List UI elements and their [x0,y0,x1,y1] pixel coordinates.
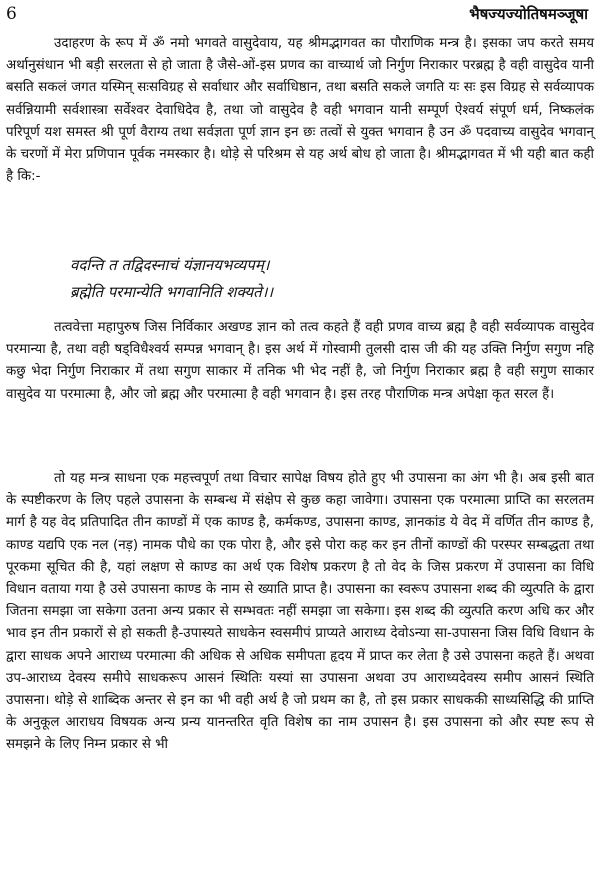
paragraph-3: तो यह मन्त्र साधना एक महत्त्वपूर्ण तथा विचार सापेक्ष विषय होते हुए भी उपासना का अंग भी है। अब इसी बात के स्पष्टीकरण के लिए पहले उपासना के सम्बन्ध में संक्षेप से कुछ कहा जावेगा। उपासना एक परमात्मा प्राप्ति का सरलतम मार्ग है यह वेद प्रतिपादित तीन काण्डों में एक काण्ड है, कर्मकण्ड, उपासना काण्ड, ज्ञानकांड ये वेद में वर्णित तीन काण्ड है, काण्ड यद्यपि एक नल (नड़) नामक पौधे का एक पोरा है, और इसे पोरा कह कर इन तीनों काण्डों की परस्पर सम्बद्धता तथा पूरकमा सूचित की है, यहां लक्षण से काण्ड का अर्थ एक विशेष प्रकरण है तो वेद के जिस प्रकरण में उपासना का विधि विधान वताया गया है उसे उपासना काण्ड के नाम से ख्याति प्राप्त है। उपासना का स्वरूप उपासना शब्द की व्युत्पति के द्वारा जितना समझा जा सकेगा उतना अन्य प्रकार से सम्भवतः नहीं समझा जा सकेगा। इस शब्द की व्युत्पति करण अधि कर और भाव इन तीन प्रकारों से हो सकती है-उपास्यते साधकेन स्वसमीपं प्राप्यते आराध्य देवोऽन्या सा-उपासना जिस विधि विधान के द्वारा साधक अपने आराध्य परमात्मा की अधिक से अधिक समीपता हृदय में प्राप्त कर लेता है उसे उपासना कहते हैं। अथवा उप-आराध्य देवस्य समीपे साधकरूप आसनं स्थितिः यस्यां सा उपासना अथवा उप आराध्यदेवस्य समीप आसनं स्थिति उपासना। थोड़े से शाब्दिक अन्तर से इन का भी वही अर्थ है जो प्रथम का है, तो इस प्रकार साधककी साध्यसिद्धि की प्राप्ति के अनुकूल आराधय विषयक अन्य प्रन्य यानन्तरित वृति विशेष का नाम उपासन है। इस उपासना को और स्पष्ट रूप से समझने के लिए निम्न प्रकार से भी [6,471,594,753]
verse-line-2: ब्रह्मेति परमान्येति भगवानिति शक्यते।। [70,283,274,301]
page-number: 6 [6,4,17,24]
sanskrit-verse [70,252,570,306]
running-title: भैषज्यज्योतिषमञ्जूषा [469,5,588,23]
paragraph-1: उदाहरण के रूप में ॐ नमो भगवते वासुदेवाय, यह श्रीमद्भागवत का पौराणिक मन्त्र है। इसका जप करते समय अर्थानुसंधान भी बड़ी सरलता से हो जाता है जैसे-ओं-इस प्रणव का वाच्यार्थ जो निर्गुण निराकार परब्रह्म है वही वासुदेव यानी बसति सकलं जगत यस्मिन् सःसविग्रह से सर्वाधार और सर्वाधिष्ठान, तथा बसति सकले जगति यः सः इस विग्रह से सर्वव्यापक सर्वन्नियामी सर्वशास्त्रा सर्वेश्वर देवाधिदेव है, तथा जो वासुदेव है वही भगवान यानी सम्पूर्ण ऐश्वर्य संपूर्ण धर्म, निष्कलंक परिपूर्ण यश समस्त श्री पूर्ण वैराग्य तथा सर्वज्ञता पूर्ण ज्ञान इन छः तत्वों से युक्त भगवान है उन ॐ पदवाच्य वासुदेव भगवान् के चरणों में मेरा प्रणिपान पूर्वक नमस्कार है। थोड़े से परिश्रम से यह अर्थ बोध हो जाता है। श्रीमद्भागवत में भी यही बात कही है कि:- [6,36,594,185]
paragraph-2: तत्ववेत्ता महापुरुष जिस निर्विकार अखण्ड ज्ञान को तत्व कहते हैं वही प्रणव वाच्य ब्रह्म है वही सर्वव्यापक वासुदेव परमान्या है, तथा वही षड्विधैश्वर्य सम्पन्न भगवान् है। इस अर्थ में गोस्वामी तुलसी दास जी की यह उक्ति निर्गुण सगुण नहि कछु भेदा निर्गुण निराकार में तथा सगुण साकार में तनिक भी भेद नहीं है, जो निर्गुण निराकार ब्रह्म है वही सगुण साकार वासुदेव या परमात्मा है, और जो ब्रह्म और परमात्मा है वही भगवान है। इस तरह पौराणिक मन्त्र अपेक्षा कृत सरल हैं। [6,320,594,402]
page-header [0,0,600,30]
verse-line-1: वदन्ति त तद्विदस्नाचं यंज्ञानयभव्यपम्। [70,256,270,274]
